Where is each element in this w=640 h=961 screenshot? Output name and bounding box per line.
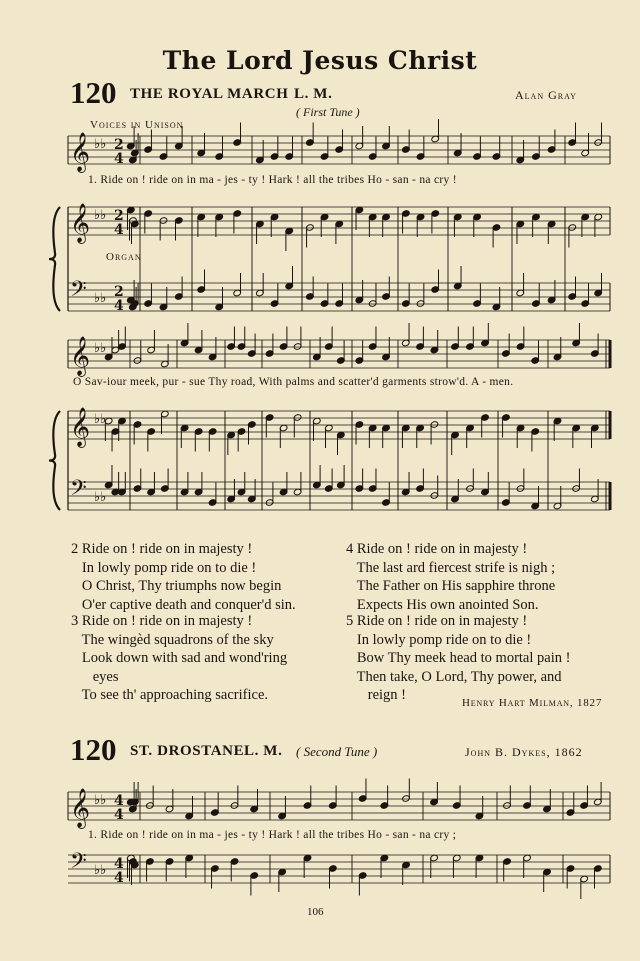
verse-2: 2 Ride on ! ride on in majesty ! In lowly pomp ride on to die ! O Christ, Thy triumphs now begin O'er captive death and conquer'd sin. (71, 541, 296, 613)
time-signature: 2 (114, 284, 124, 300)
tune-note: ( Second Tune ) (296, 744, 378, 759)
flat-icon: ♭♭ (94, 208, 107, 223)
time-signature: 4 (114, 793, 124, 809)
tune-note: ( First Tune ) (296, 105, 360, 119)
tune-name: ST. DROSTANE (130, 743, 245, 759)
time-signature: 4 (114, 870, 124, 886)
meter: L. M. (294, 86, 333, 102)
bass-clef-icon: 𝄢 (70, 277, 87, 307)
meter: L. M. (244, 743, 283, 759)
composer: John B. Dykes, 1862 (465, 745, 583, 759)
flat-icon: ♭♭ (94, 490, 107, 505)
time-signature: 4 (114, 807, 124, 823)
time-signature: 2 (114, 208, 124, 224)
treble-clef-icon: 𝄞 (70, 336, 91, 376)
lyric-line: O Sav-iour meek, pur - sue Thy road, With palms and scatter'd garments strow'd. A - men. (73, 376, 514, 388)
time-signature: 4 (114, 222, 124, 238)
bass-clef-icon: 𝄢 (70, 849, 87, 879)
time-signature: 4 (114, 151, 124, 167)
author: Henry Hart Milman, 1827 (462, 697, 603, 709)
time-signature: 4 (114, 856, 124, 872)
page-number: 106 (307, 906, 324, 918)
tune-name: THE ROYAL MARCH (130, 86, 289, 102)
bass-clef-icon: 𝄢 (70, 476, 87, 506)
brace-icon (49, 411, 60, 510)
flat-icon: ♭♭ (94, 341, 107, 356)
treble-clef-icon: 𝄞 (70, 132, 91, 172)
treble-clef-icon: 𝄞 (70, 407, 91, 447)
section-title: The Lord Jesus Christ (162, 46, 478, 75)
flat-icon: ♭♭ (94, 412, 107, 427)
verse-5: 5 Ride on ! ride on in majesty ! In lowly pomp ride on to die ! Bow Thy meek head to mortal pain ! Then take, O Lord, Thy power, and reign ! (346, 613, 571, 704)
time-signature: 2 (114, 137, 124, 153)
voices-label: Voices in Unison (90, 119, 184, 131)
flat-icon: ♭♭ (94, 863, 107, 878)
flat-icon: ♭♭ (94, 137, 107, 152)
composer: Alan Gray (515, 88, 577, 102)
lyric-line: 1. Ride on ! ride on in ma - jes - ty ! Hark ! all the tribes Ho - san - na cry ; (88, 829, 457, 841)
hymn-number: 120 (70, 732, 117, 767)
flat-icon: ♭♭ (94, 793, 107, 808)
verse-4: 4 Ride on ! ride on in majesty ! The last ard fiercest strife is nigh ; The Father on His sapphire throne Expects His own anointed Son. (346, 541, 556, 613)
treble-clef-icon: 𝄞 (70, 203, 91, 243)
time-signature: 4 (114, 298, 124, 314)
verse-3: 3 Ride on ! ride on in majesty ! The wingèd squadrons of the sky Look down with sad and wond'ring eyes To see th' approaching sacrifice. (71, 613, 288, 704)
organ-label: Organ (106, 251, 142, 263)
lyric-line: 1. Ride on ! ride on in ma - jes - ty ! Hark ! all the tribes Ho - san - na cry ! (88, 174, 457, 186)
hymn-number: 120 (70, 75, 117, 110)
brace-icon (49, 207, 60, 311)
flat-icon: ♭♭ (94, 291, 107, 306)
treble-clef-icon: 𝄞 (70, 788, 91, 828)
